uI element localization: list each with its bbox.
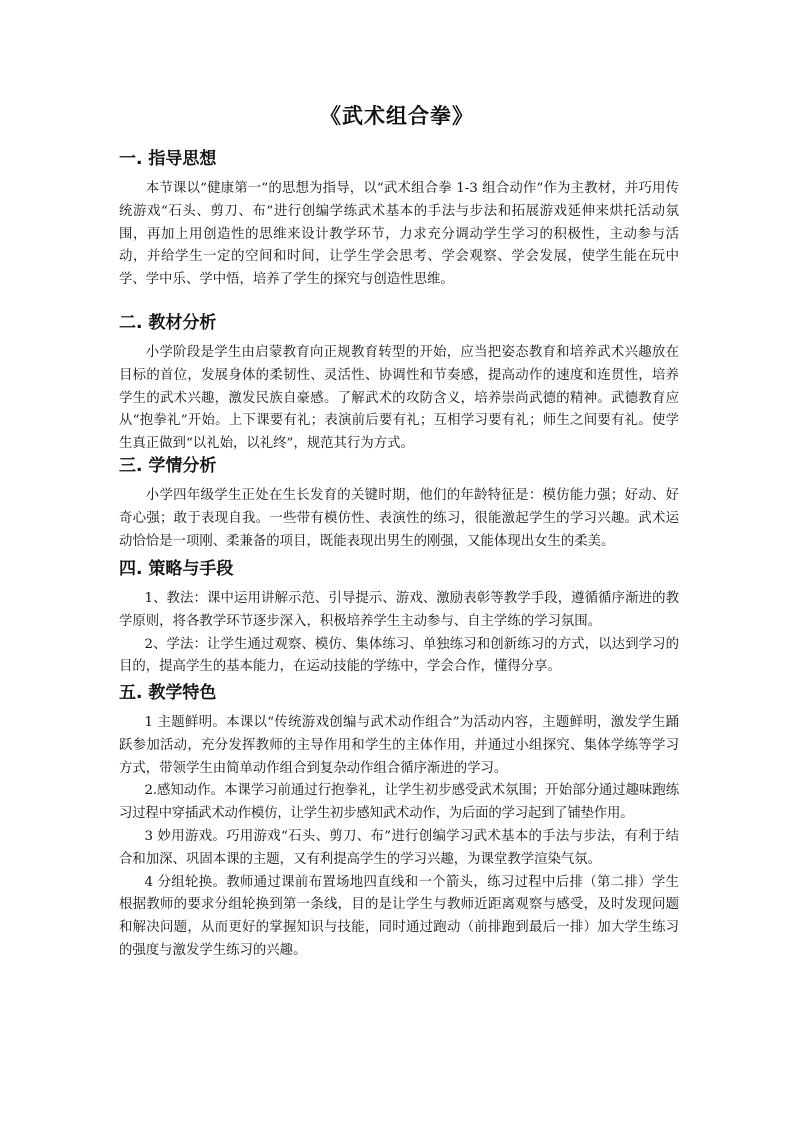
section-heading: 一. 指导思想 — [119, 149, 217, 169]
section-heading: 四. 策略与手段 — [119, 559, 234, 579]
section-strategies — [119, 556, 679, 679]
section-guiding-ideology — [119, 146, 679, 292]
section-learner-analysis — [119, 453, 679, 553]
document-title: 《武术组合拳》 — [320, 104, 474, 128]
section-teaching-features — [119, 680, 679, 963]
section-paragraph: 3 妙用游戏。巧用游戏“石头、剪刀、布”进行创编学习武术基本的手法与步法，有利于结合和加深、巩固本课的主题，又有利提高学生的学习兴趣，为课堂教学渲染气氛。 — [119, 828, 679, 867]
section-heading: 三. 学情分析 — [119, 456, 217, 476]
section-material-analysis — [119, 310, 679, 456]
section-paragraph: 1、教法：课中运用讲解示范、引导提示、游戏、激励表彰等教学手段，遵循循序渐进的教学原则，将各教学环节逐步深入，积极培养学生主动参与、自主学练的学习氛围。 — [119, 591, 679, 629]
section-paragraph: 2.感知动作。本课学习前通过行抱拳礼，让学生初步感受武术氛围；开始部分通过趣味跑练习过程中穿插武术动作模仿，让学生初步感知武术动作，为后面的学习起到了铺垫作用。 — [119, 783, 679, 822]
section-heading: 二. 教材分析 — [119, 313, 217, 333]
section-paragraph: 1 主题鲜明。本课以“传统游戏创编与武术动作组合”为活动内容，主题鲜明，激发学生踊跃参加活动，充分发挥教师的主导作用和学生的主体作用，并通过小组探究、集体学练等学习方式，带领学生由简单动作组合到复杂动作组合循序渐进的学习。 — [119, 715, 679, 776]
section-paragraph: 本节课以“健康第一”的思想为指导，以“武术组合拳 1-3 组合动作”作为主教材，并巧用传统游戏“石头、剪刀、布”进行创编学练武术基本的手法与步法和拓展游戏延伸来烘托活动氛围，再加上用创造性的思维来设计教学环节，力求充分调动学生学习的积极性，主动参与活动，并给学生一定的空间和时间，让学生学会思考、学会观察、学会发展，使学生能在玩中学、学中乐、学中悟，培养了学生的探究与创造性思维。 — [119, 181, 679, 288]
section-paragraph: 小学四年级学生正处在生长发育的关键时期，他们的年龄特征是：模仿能力强；好动、好奇心强；敢于表现自我。一些带有模仿性、表演性的练习，很能激起学生的学习兴趣。武术运动恰恰是一项刚、柔兼备的项目，既能表现出男生的刚强，又能体现出女生的柔美。 — [119, 488, 679, 549]
section-paragraph: 2、学法：让学生通过观察、模仿、集体练习、单独练习和创新练习的方式，以达到学习的目的，提高学生的基本能力，在运动技能的学练中，学会合作，懂得分享。 — [119, 636, 679, 675]
section-heading: 五. 教学特色 — [119, 683, 217, 703]
section-paragraph: 小学阶段是学生由启蒙教育向正规教育转型的开始，应当把姿态教育和培养武术兴趣放在目标的首位，发展身体的柔韧性、灵活性、协调性和节奏感，提高动作的速度和连贯性，培养学生的武术兴趣，激发民族自豪感。了解武术的攻防含义，培养崇尚武德的精神。武德教育应从“抱拳礼”开始。上下课要有礼；表演前后要有礼；互相学习要有礼；师生之间要有礼。使学生真正做到“以礼始，以礼终”，规范其行为方式。 — [119, 345, 679, 452]
section-paragraph: 4 分组轮换。教师通过课前布置场地四直线和一个箭头，练习过程中后排（第二排）学生根据教师的要求分组轮换到第一条线，目的是让学生与教师近距离观察与感受，及时发现问题和解决问题，从而更好的掌握知识与技能，同时通过跑动（前排跑到最后一排）加大学生练习的强度与激发学生练习的兴趣。 — [119, 874, 679, 958]
